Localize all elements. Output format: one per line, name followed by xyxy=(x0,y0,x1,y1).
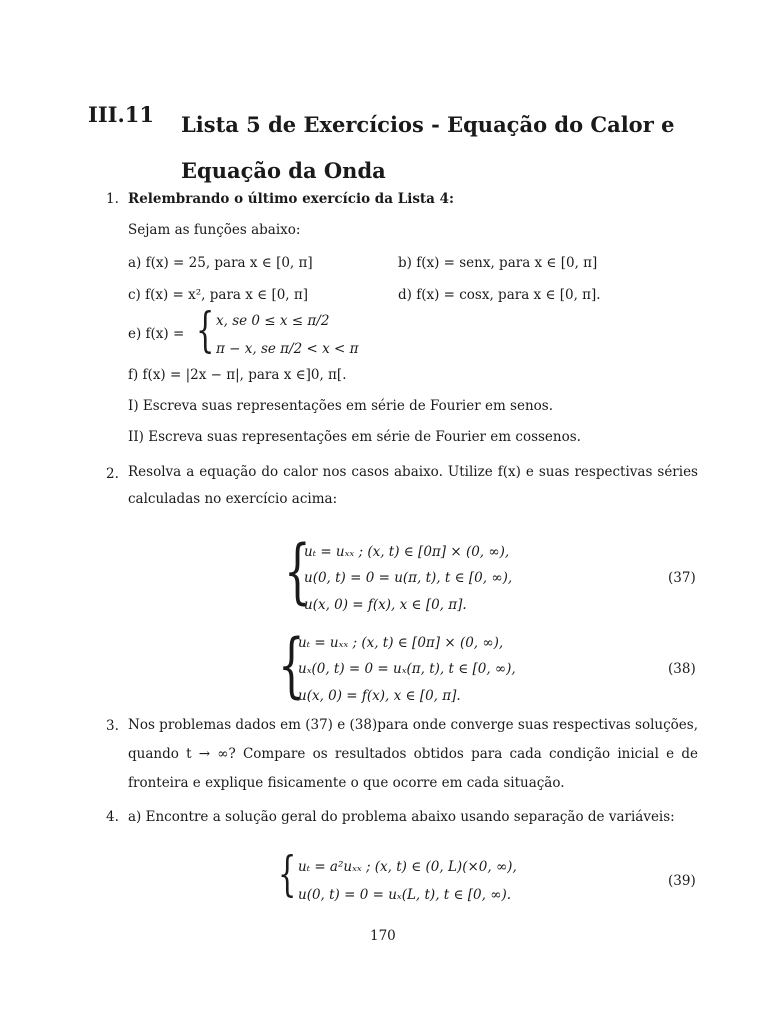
equation-number-39: (39) xyxy=(668,873,696,889)
function-e-case-2: π − x, se π/2 < x < π xyxy=(216,341,359,357)
page-number: 170 xyxy=(370,928,396,944)
function-e-case-1: x, se 0 ≤ x ≤ π/2 xyxy=(216,313,330,329)
system-38-brace: { xyxy=(278,624,305,706)
function-f: f) f(x) = |2x − π|, para x ∈]0, π[. xyxy=(128,367,347,383)
system-38-line-3: u(x, 0) = f(x), x ∈ [0, π]. xyxy=(298,688,461,704)
function-d: d) f(x) = cosx, para x ∈ [0, π]. xyxy=(398,287,601,303)
system-38-line-1: uₜ = uₓₓ ; (x, t) ∈ [0π] × (0, ∞), xyxy=(298,635,504,651)
exercise-1-intro: Sejam as funções abaixo: xyxy=(128,222,301,238)
system-37-line-1: uₜ = uₓₓ ; (x, t) ∈ [0π] × (0, ∞), xyxy=(304,544,510,560)
equation-number-37: (37) xyxy=(668,570,696,586)
exercise-1-heading: Relembrando o último exercício da Lista 4: xyxy=(128,191,454,207)
equation-number-38: (38) xyxy=(668,661,696,677)
piecewise-brace: { xyxy=(196,302,215,358)
system-37-brace: { xyxy=(284,530,311,612)
function-a: a) f(x) = 25, para x ∈ [0, π] xyxy=(128,255,313,271)
exercise-3-number: 3. xyxy=(106,718,119,734)
exercise-4-number: 4. xyxy=(106,809,119,825)
exercise-2-text: Resolva a equação do calor nos casos abaixo. Utilize f(x) e suas respectivas séries calculadas no exercício acima: xyxy=(128,464,698,507)
section-title: Lista 5 de Exercícios - Equação do Calor e Equação da Onda xyxy=(181,112,675,183)
function-e-label: e) f(x) = xyxy=(128,326,185,342)
function-b: b) f(x) = senx, para x ∈ [0, π] xyxy=(398,255,598,271)
system-39-line-2: u(0, t) = 0 = uₓ(L, t), t ∈ [0, ∞). xyxy=(298,887,512,903)
system-39-line-1: uₜ = a²uₓₓ ; (x, t) ∈ (0, L)(×0, ∞), xyxy=(298,859,517,875)
exercise-4-text: a) Encontre a solução geral do problema abaixo usando separação de variáveis: xyxy=(128,809,675,825)
exercise-1-part-II: II) Escreva suas representações em série de Fourier em cossenos. xyxy=(128,429,581,445)
section-number: III.11 xyxy=(88,102,155,127)
system-38-line-2: uₓ(0, t) = 0 = uₓ(π, t), t ∈ [0, ∞), xyxy=(298,661,516,677)
system-39-brace: { xyxy=(278,846,297,902)
function-c: c) f(x) = x², para x ∈ [0, π] xyxy=(128,287,309,303)
exercise-2-number: 2. xyxy=(106,466,119,482)
system-37-line-3: u(x, 0) = f(x), x ∈ [0, π]. xyxy=(304,597,467,613)
exercise-1-part-I: I) Escreva suas representações em série de Fourier em senos. xyxy=(128,398,554,414)
exercise-1-number: 1. xyxy=(106,191,119,207)
system-37-line-2: u(0, t) = 0 = u(π, t), t ∈ [0, ∞), xyxy=(304,570,513,586)
exercise-3-text: Nos problemas dados em (37) e (38)para onde converge suas respectivas soluções, quando t → ∞? Compare os resultados obtidos para cada condição inicial e de fronteira e explique fisicamente o que ocorre em cada situação. xyxy=(128,717,698,791)
